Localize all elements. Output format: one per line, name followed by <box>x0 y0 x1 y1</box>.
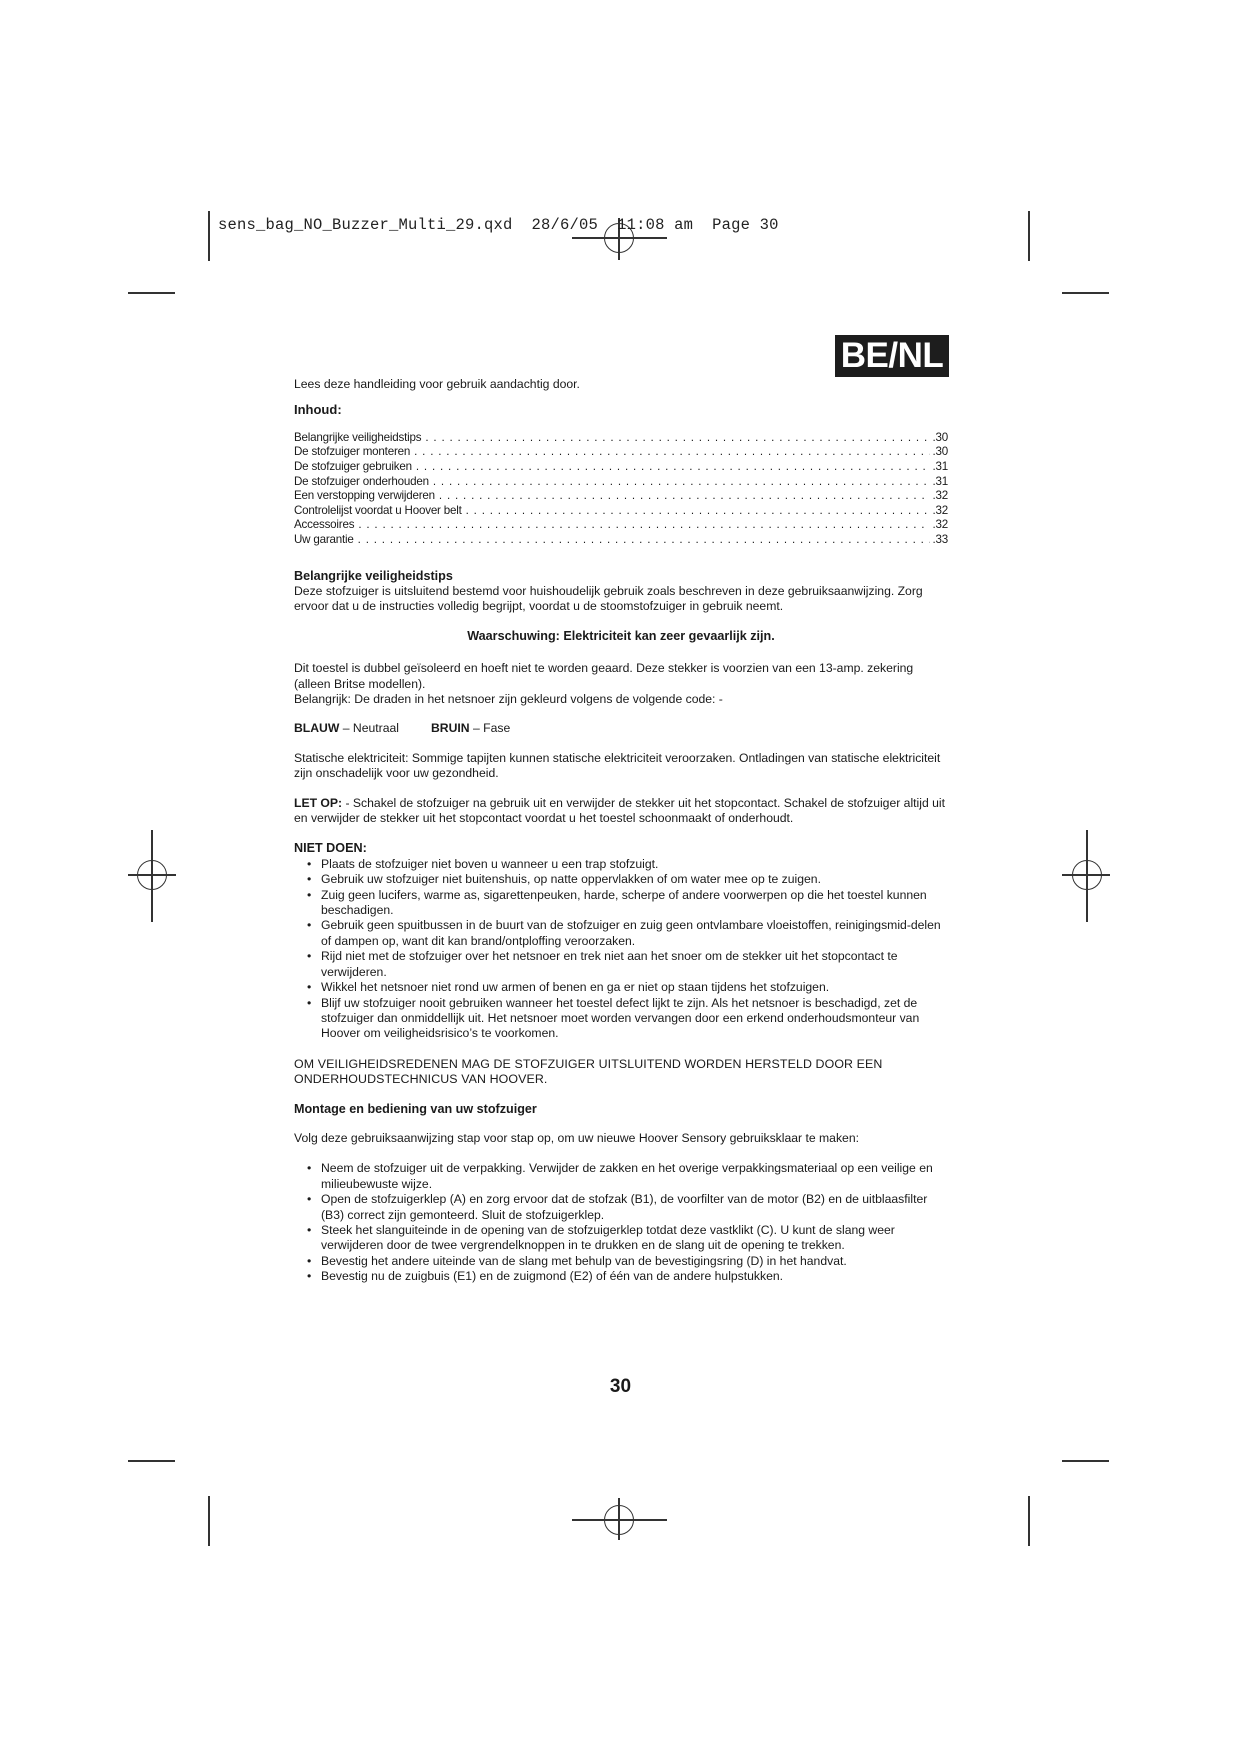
toc-item: De stofzuiger gebruiken . . . .31 <box>294 459 948 474</box>
toc-item: De stofzuiger onderhouden . . . .31 <box>294 474 948 489</box>
crop-mark <box>1062 1460 1109 1462</box>
list-item: • Rijd niet met de stofzuiger over het netsnoer en trek niet aan het snoer om de stekker uit het stopcontact te verwijderen. <box>294 949 948 980</box>
crop-mark <box>208 1496 210 1546</box>
crop-mark <box>1062 292 1109 294</box>
toc-item: Een verstopping verwijderen . . . .32 <box>294 488 948 503</box>
language-badge: BE/NL <box>835 335 949 377</box>
toc-item: Accessoires . . . .32 <box>294 517 948 532</box>
electricity-warning: Waarschuwing: Elektriciteit kan zeer gevaarlijk zijn. <box>467 628 775 643</box>
list-item: • Gebruik uw stofzuiger niet buitenshuis, op natte oppervlakken of om water mee op te zuigen. <box>294 872 948 887</box>
list-item: • Neem de stofzuiger uit de verpakking. Verwijder de zakken en het overige verpakkingsmateriaal op een veilige en milieubewuste wijze. <box>294 1161 948 1192</box>
list-item: • Steek het slanguiteinde in de opening van de stofzuigerklep totdat deze vastklikt (C). U kunt de slang weer verwijderen door de twee vergrendelknoppen in te drukken en de slang uit de opening te trekken. <box>294 1223 948 1254</box>
insulation-paragraph: Dit toestel is dubbel geïsoleerd en hoeft niet te worden geaard. Deze stekker is voorzien van een 13-amp. zekering (alleen Britse modellen). <box>294 661 914 691</box>
crop-mark <box>128 292 175 294</box>
registration-mark <box>604 1505 634 1535</box>
safety-paragraph: Deze stofzuiger is uitsluitend bestemd voor huishoudelijk gebruik zoals beschreven in deze gebruiksaanwijzing. Zorg ervoor dat u de instructies volledig begrijpt, voordat u de stoomstofzuiger in gebruik neemt. <box>294 583 923 614</box>
wire-code-paragraph: Belangrijk: De draden in het netsnoer zijn gekleurd volgens de volgende code: - <box>294 692 723 706</box>
assembly-heading: Montage en bediening van uw stofzuiger <box>294 1101 537 1116</box>
list-item: • Zuig geen lucifers, warme as, sigarettenpeuken, harde, scherpe of andere voorwerpen op die het toestel kunnen beschadigen. <box>294 888 948 919</box>
toc-item: Uw garantie . . . .33 <box>294 532 948 547</box>
page-content <box>294 377 948 1285</box>
wire-brown: BRUIN – Fase <box>430 721 511 736</box>
letop-paragraph: LET OP: - Schakel de stofzuiger na gebruik uit en verwijder de stekker uit het stopcontact. Schakel de stofzuiger altijd uit en verwijder de stekker uit het stopcontact voordat u het toestel schoonmaakt of onderhoudt. <box>294 795 946 826</box>
page-number: 30 <box>609 1376 632 1397</box>
list-item: • Blijf uw stofzuiger nooit gebruiken wanneer het toestel defect lijkt te zijn. Als het netsnoer is beschadigd, zet de stofzuiger dan onmiddellijk uit. Het netsnoer moet worden vervangen door een erkend onderhoudsmonteur van Hoover om veiligheidsrisico’s te voorkomen. <box>294 996 948 1042</box>
assembly-steps <box>294 1161 948 1284</box>
registration-mark <box>137 860 167 890</box>
wire-blue: BLAUW – Neutraal <box>294 721 399 736</box>
registration-mark <box>1072 860 1102 890</box>
toc-item: Belangrijke veiligheidstips . . . .30 <box>294 430 948 445</box>
niet-doen-heading: NIET DOEN: <box>294 841 367 856</box>
toc-title: Inhoud: <box>294 402 342 418</box>
niet-doen-list <box>294 857 948 1042</box>
static-paragraph: Statische elektriciteit: Sommige tapijten kunnen statische elektriciteit veroorzaken. Ontladingen van statische elektriciteit zijn onschadelijk voor uw gezondheid. <box>294 750 941 781</box>
list-item: • Plaats de stofzuiger niet boven u wanneer u een trap stofzuigt. <box>294 857 948 872</box>
print-slug: sens_bag_NO_Buzzer_Multi_29.qxd 28/6/05 11:08 am Page 30 <box>218 216 779 234</box>
list-item: • Bevestig het andere uiteinde van de slang met behulp van de bevestigingsring (D) in het handvat. <box>294 1254 948 1269</box>
list-item: • Wikkel het netsnoer niet rond uw armen of benen en ga er niet op staan tijdens het stofzuigen. <box>294 980 948 995</box>
toc-item: De stofzuiger monteren . . . .30 <box>294 444 948 459</box>
crop-mark <box>128 1460 175 1462</box>
safety-heading: Belangrijke veiligheidstips <box>294 568 453 583</box>
table-of-contents <box>294 430 948 547</box>
crop-mark <box>208 211 210 261</box>
toc-item: Controlelijst voordat u Hoover belt . . . .32 <box>294 503 948 518</box>
crop-mark <box>1028 1496 1030 1546</box>
list-item: • Bevestig nu de zuigbuis (E1) en de zuigmond (E2) of één van de andere hulpstukken. <box>294 1269 948 1284</box>
list-item: • Gebruik geen spuitbussen in de buurt van de stofzuiger en zuig geen ontvlambare vloeistoffen, reinigingsmid-delen of dampen op, want dit kan brand/ontploffing veroorzaken. <box>294 918 948 949</box>
list-item: • Open de stofzuigerklep (A) en zorg ervoor dat de stofzak (B1), de voorfilter van de motor (B2) en de uitblaasfilter (B3) correct zijn gemonteerd. Sluit de stofzuigerklep. <box>294 1192 948 1223</box>
wire-colors <box>294 721 948 736</box>
repair-notice: OM VEILIGHEIDSREDENEN MAG DE STOFZUIGER UITSLUITEND WORDEN HERSTELD DOOR EEN ONDERHOUDSTECHNICUS VAN HOOVER. <box>294 1056 883 1087</box>
assembly-intro: Volg deze gebruiksaanwijzing stap voor stap op, om uw nieuwe Hoover Sensory gebruiksklaar te maken: <box>294 1130 859 1145</box>
crop-mark <box>1028 211 1030 261</box>
intro-text: Lees deze handleiding voor gebruik aandachtig door. <box>294 377 580 391</box>
